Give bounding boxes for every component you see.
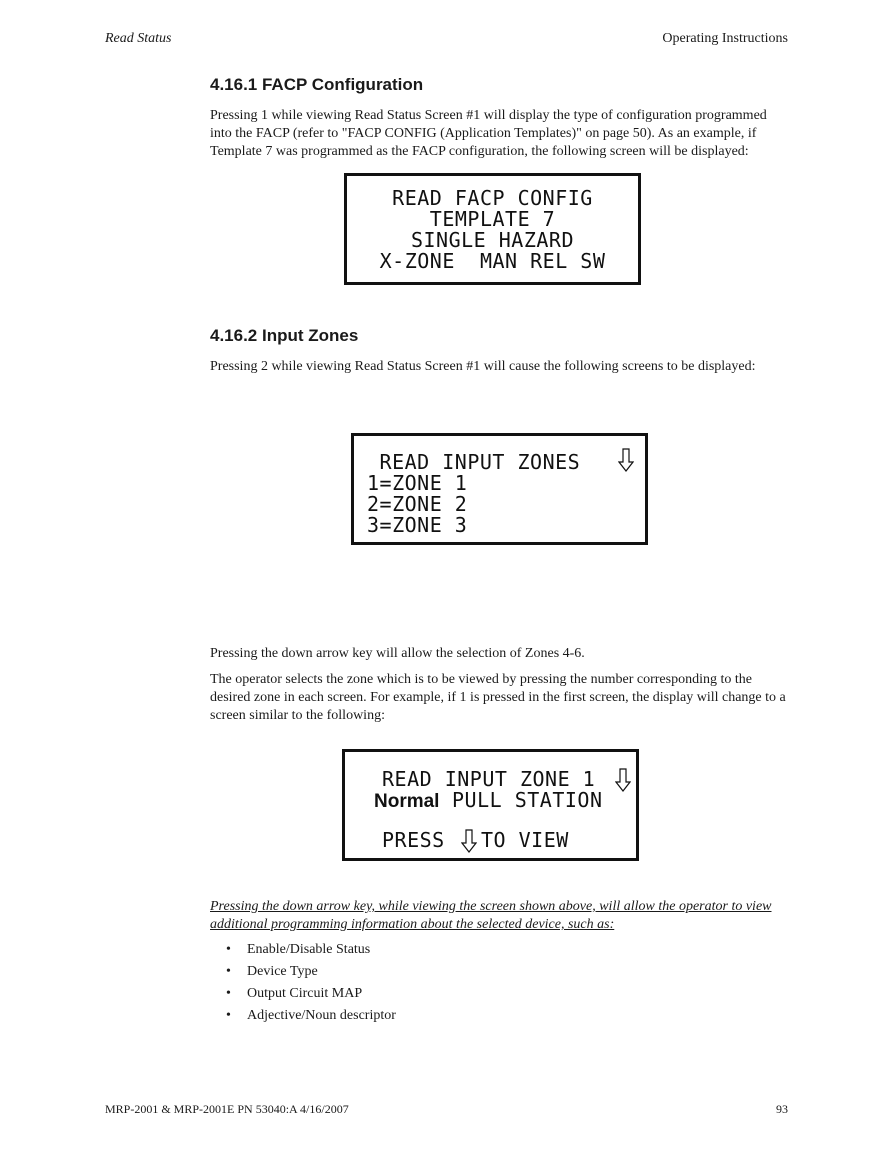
facp-config-paragraph: Pressing 1 while viewing Read Status Screen #1 will display the type of configuration programmed into the FACP (refer to "FACP CONFIG (Application Templates)" on page 50). As an example, if Template 7 was programmed as the FACP configuration, the following screen will be displayed: bbox=[210, 108, 767, 159]
lcd-line-3: SINGLE HAZARD bbox=[410, 228, 575, 252]
header-document-title: Operating Instructions bbox=[662, 31, 788, 46]
lcd-line-1: READ INPUT ZONE 1 bbox=[382, 767, 596, 791]
down-arrow-icon bbox=[618, 448, 634, 472]
lcd-line-2: 1=ZONE 1 bbox=[367, 471, 468, 495]
lcd-line-4: 3=ZONE 3 bbox=[367, 513, 468, 537]
lcd-input-zones bbox=[351, 433, 648, 545]
zones-selection-paragraph: Pressing the down arrow key will allow the selection of Zones 4-6. bbox=[210, 646, 585, 661]
lcd-line-2 bbox=[374, 790, 603, 812]
lcd-input-zone-1 bbox=[342, 749, 639, 861]
lcd-line-4-to-view: TO VIEW bbox=[481, 828, 569, 852]
lcd-line-1: READ FACP CONFIG bbox=[392, 186, 593, 210]
input-zones-paragraph: Pressing 2 while viewing Read Status Screen #1 will cause the following screens to be displayed: bbox=[210, 359, 756, 374]
down-arrow-paragraph: Pressing the down arrow key, while viewing the screen shown above, will allow the operator to view additional programming information about the selected device, such as: bbox=[210, 899, 772, 932]
down-arrow-icon bbox=[615, 768, 631, 792]
lcd-line-3: 2=ZONE 2 bbox=[367, 492, 468, 516]
footer-page-number: 93 bbox=[776, 1102, 788, 1116]
down-arrow-icon bbox=[461, 829, 477, 853]
section-heading-input-zones: 4.16.2 Input Zones bbox=[210, 326, 359, 345]
status-normal: Normal bbox=[374, 791, 440, 812]
lcd-line-4-press: PRESS bbox=[382, 828, 458, 852]
list-item: • Device Type bbox=[226, 962, 396, 984]
list-item: • Enable/Disable Status bbox=[226, 940, 396, 962]
section-heading-facp-configuration: 4.16.1 FACP Configuration bbox=[210, 75, 424, 94]
zone-operator-paragraph: The operator selects the zone which is to be viewed by pressing the number corresponding to the desired zone in each screen. For example, if 1 is pressed in the first screen, the display will change to a screen similar to the following: bbox=[210, 672, 786, 723]
device-type-text: PULL STATION bbox=[439, 788, 603, 812]
list-item: • Adjective/Noun descriptor bbox=[226, 1006, 396, 1028]
lcd-facp-config bbox=[344, 173, 641, 285]
lcd-line-4: X-ZONE MAN REL SW bbox=[379, 249, 606, 273]
lcd-line-1: READ INPUT ZONES bbox=[367, 450, 581, 474]
header-section-title: Read Status bbox=[105, 31, 172, 46]
lcd-line-2: TEMPLATE 7 bbox=[429, 207, 556, 231]
footer-document-id: MRP-2001 & MRP-2001E PN 53040:A 4/16/2007 bbox=[105, 1102, 349, 1116]
device-info-list bbox=[226, 940, 396, 1028]
list-item: • Output Circuit MAP bbox=[226, 984, 396, 1006]
